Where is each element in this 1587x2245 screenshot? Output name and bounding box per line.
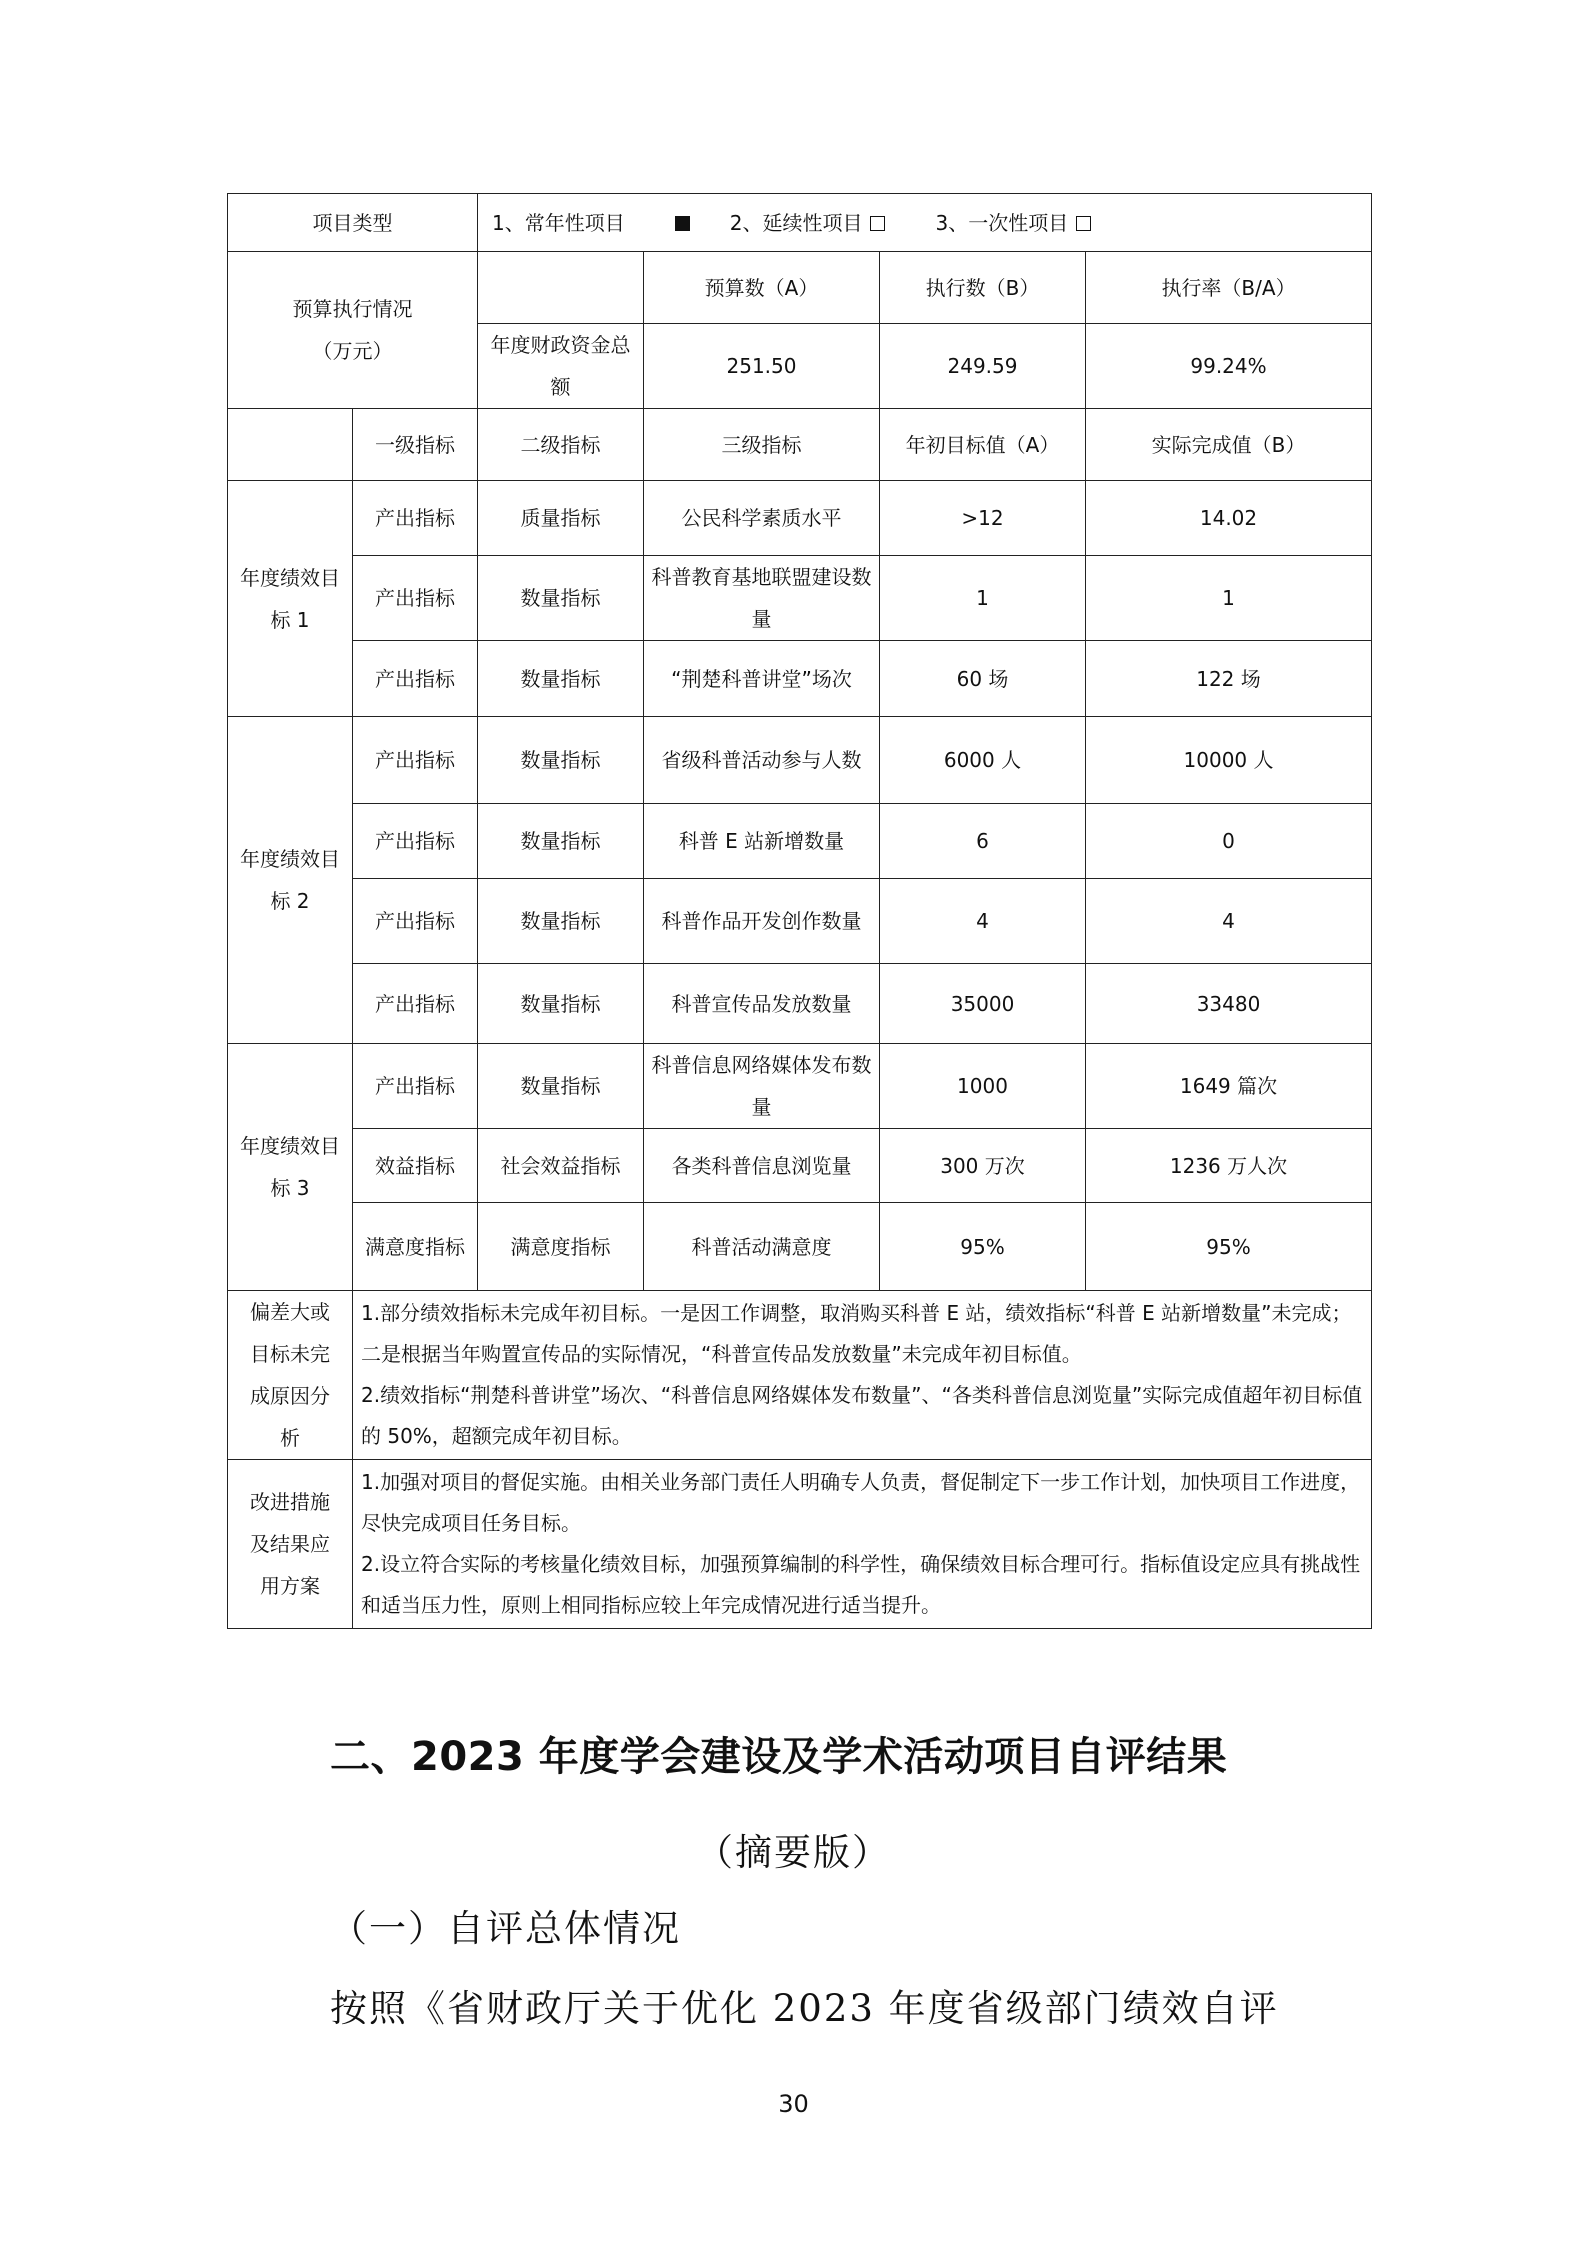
type-label: 项目类型 <box>228 194 478 252</box>
level3-indicator: 科普宣传品发放数量 <box>644 964 880 1044</box>
executed-value: 249.59 <box>880 324 1086 409</box>
actual-value: 122 场 <box>1086 641 1372 717</box>
execution-rate: 99.24% <box>1086 324 1372 409</box>
level1-indicator: 产出指标 <box>353 1044 478 1129</box>
level2-indicator: 质量指标 <box>478 481 644 556</box>
budget-header: 预算数（A） <box>644 252 880 324</box>
table-row <box>228 194 1372 252</box>
indicator-header: 二级指标 <box>478 409 644 481</box>
level1-indicator: 产出指标 <box>353 481 478 556</box>
improvement-item: 2.设立符合实际的考核量化绩效目标，加强预算编制的科学性，确保绩效目标合理可行。指标值设定应具有挑战性和适当压力性，原则上相同指标应较上年完成情况进行适当提升。 <box>361 1552 1361 1617</box>
table-row <box>228 1129 1372 1203</box>
page-number: 30 <box>778 2090 809 2118</box>
level1-indicator: 产出指标 <box>353 804 478 879</box>
level3-indicator: “荆楚科普讲堂”场次 <box>644 641 880 717</box>
table-row <box>228 1203 1372 1291</box>
table-row <box>228 1460 1372 1629</box>
indicator-header: 一级指标 <box>353 409 478 481</box>
level1-indicator: 产出指标 <box>353 879 478 964</box>
indicator-header: 三级指标 <box>644 409 880 481</box>
table-row <box>228 1044 1372 1129</box>
level2-indicator: 数量指标 <box>478 556 644 641</box>
level2-indicator: 数量指标 <box>478 964 644 1044</box>
subsection-title: （一）自评总体情况 <box>330 1907 681 1950</box>
table-row <box>228 964 1372 1044</box>
level2-indicator: 数量指标 <box>478 879 644 964</box>
actual-value: 33480 <box>1086 964 1372 1044</box>
deviation-notes <box>353 1291 1372 1460</box>
level2-indicator: 数量指标 <box>478 641 644 717</box>
target-value: 1 <box>880 556 1086 641</box>
indicator-header: 年初目标值（A） <box>880 409 1086 481</box>
target-value: 6000 人 <box>880 717 1086 804</box>
level1-indicator: 产出指标 <box>353 556 478 641</box>
budget-row-label: 年度财政资金总额 <box>478 324 644 409</box>
actual-value: 1649 篇次 <box>1086 1044 1372 1129</box>
level1-indicator: 产出指标 <box>353 964 478 1044</box>
checked-box-icon <box>675 216 690 231</box>
table-row <box>228 409 1372 481</box>
body-paragraph: 按照《省财政厅关于优化 2023 年度省级部门绩效自评 <box>330 1987 1279 2030</box>
budget-header: 执行数（B） <box>880 252 1086 324</box>
level2-indicator: 满意度指标 <box>478 1203 644 1291</box>
level1-indicator: 产出指标 <box>353 641 478 717</box>
table-row <box>228 556 1372 641</box>
type-option <box>935 202 1091 244</box>
unchecked-box-icon <box>870 216 885 231</box>
actual-value: 10000 人 <box>1086 717 1372 804</box>
table-row <box>228 641 1372 717</box>
actual-value: 0 <box>1086 804 1372 879</box>
level2-indicator: 数量指标 <box>478 1044 644 1129</box>
budget-empty-header <box>478 252 644 324</box>
table-row <box>228 717 1372 804</box>
level3-indicator: 省级科普活动参与人数 <box>644 717 880 804</box>
type-option-label: 3、一次性项目 <box>935 210 1069 235</box>
target-value: >12 <box>880 481 1086 556</box>
type-option <box>492 202 690 244</box>
level3-indicator: 各类科普信息浏览量 <box>644 1129 880 1203</box>
section-subtitle: （摘要版） <box>696 1831 891 1874</box>
target-value: 60 场 <box>880 641 1086 717</box>
level1-indicator: 效益指标 <box>353 1129 478 1203</box>
budget-label: 预算执行情况 （万元） <box>228 252 478 409</box>
target-value: 4 <box>880 879 1086 964</box>
target-value: 35000 <box>880 964 1086 1044</box>
table-row <box>228 252 1372 324</box>
indicator-corner <box>228 409 353 481</box>
target-value: 300 万次 <box>880 1129 1086 1203</box>
level3-indicator: 科普信息网络媒体发布数量 <box>644 1044 880 1129</box>
deviation-item: 2.绩效指标“荆楚科普讲堂”场次、“科普信息网络媒体发布数量”、“各类科普信息浏览量”实际完成值超年初目标值的 50%，超额完成年初目标。 <box>361 1383 1363 1448</box>
level2-indicator: 数量指标 <box>478 717 644 804</box>
level1-indicator: 产出指标 <box>353 717 478 804</box>
table-row <box>228 879 1372 964</box>
actual-value: 1236 万人次 <box>1086 1129 1372 1203</box>
actual-value: 95% <box>1086 1203 1372 1291</box>
table-row <box>228 481 1372 556</box>
level1-indicator: 满意度指标 <box>353 1203 478 1291</box>
budget-header: 执行率（B/A） <box>1086 252 1372 324</box>
target-value: 1000 <box>880 1044 1086 1129</box>
actual-value: 4 <box>1086 879 1372 964</box>
level2-indicator: 数量指标 <box>478 804 644 879</box>
improvement-notes <box>353 1460 1372 1629</box>
type-option-label: 1、常年性项目 <box>492 210 625 235</box>
table-row <box>228 804 1372 879</box>
unchecked-box-icon <box>1076 216 1091 231</box>
level2-indicator: 社会效益指标 <box>478 1129 644 1203</box>
level3-indicator: 科普 E 站新增数量 <box>644 804 880 879</box>
deviation-item: 1.部分绩效指标未完成年初目标。一是因工作调整，取消购买科普 E 站，绩效指标“科普 E 站新增数量”未完成；二是根据当年购置宣传品的实际情况，“科普宣传品发放数量”未完成年初目标值。 <box>361 1301 1352 1366</box>
actual-value: 14.02 <box>1086 481 1372 556</box>
budget-value: 251.50 <box>644 324 880 409</box>
section-title: 二、2023 年度学会建设及学术活动项目自评结果 <box>330 1734 1228 1780</box>
level3-indicator: 科普活动满意度 <box>644 1203 880 1291</box>
improvement-item: 1.加强对项目的督促实施。由相关业务部门责任人明确专人负责，督促制定下一步工作计划，加快项目工作进度，尽快完成项目任务目标。 <box>361 1470 1361 1535</box>
target-value: 6 <box>880 804 1086 879</box>
target-value: 95% <box>880 1203 1086 1291</box>
type-option <box>730 202 886 244</box>
type-option-label: 2、延续性项目 <box>729 210 863 235</box>
improvement-label: 改进措施及结果应用方案 <box>228 1460 353 1629</box>
goal-label: 年度绩效目标 2 <box>228 717 353 1044</box>
goal-label: 年度绩效目标 3 <box>228 1044 353 1291</box>
level3-indicator: 公民科学素质水平 <box>644 481 880 556</box>
table-row <box>228 1291 1372 1460</box>
level3-indicator: 科普作品开发创作数量 <box>644 879 880 964</box>
actual-value: 1 <box>1086 556 1372 641</box>
level3-indicator: 科普教育基地联盟建设数量 <box>644 556 880 641</box>
performance-table <box>227 193 1372 1629</box>
goal-label: 年度绩效目标 1 <box>228 481 353 717</box>
indicator-header: 实际完成值（B） <box>1086 409 1372 481</box>
type-options <box>478 194 1372 252</box>
deviation-label: 偏差大或目标未完成原因分析 <box>228 1291 353 1460</box>
